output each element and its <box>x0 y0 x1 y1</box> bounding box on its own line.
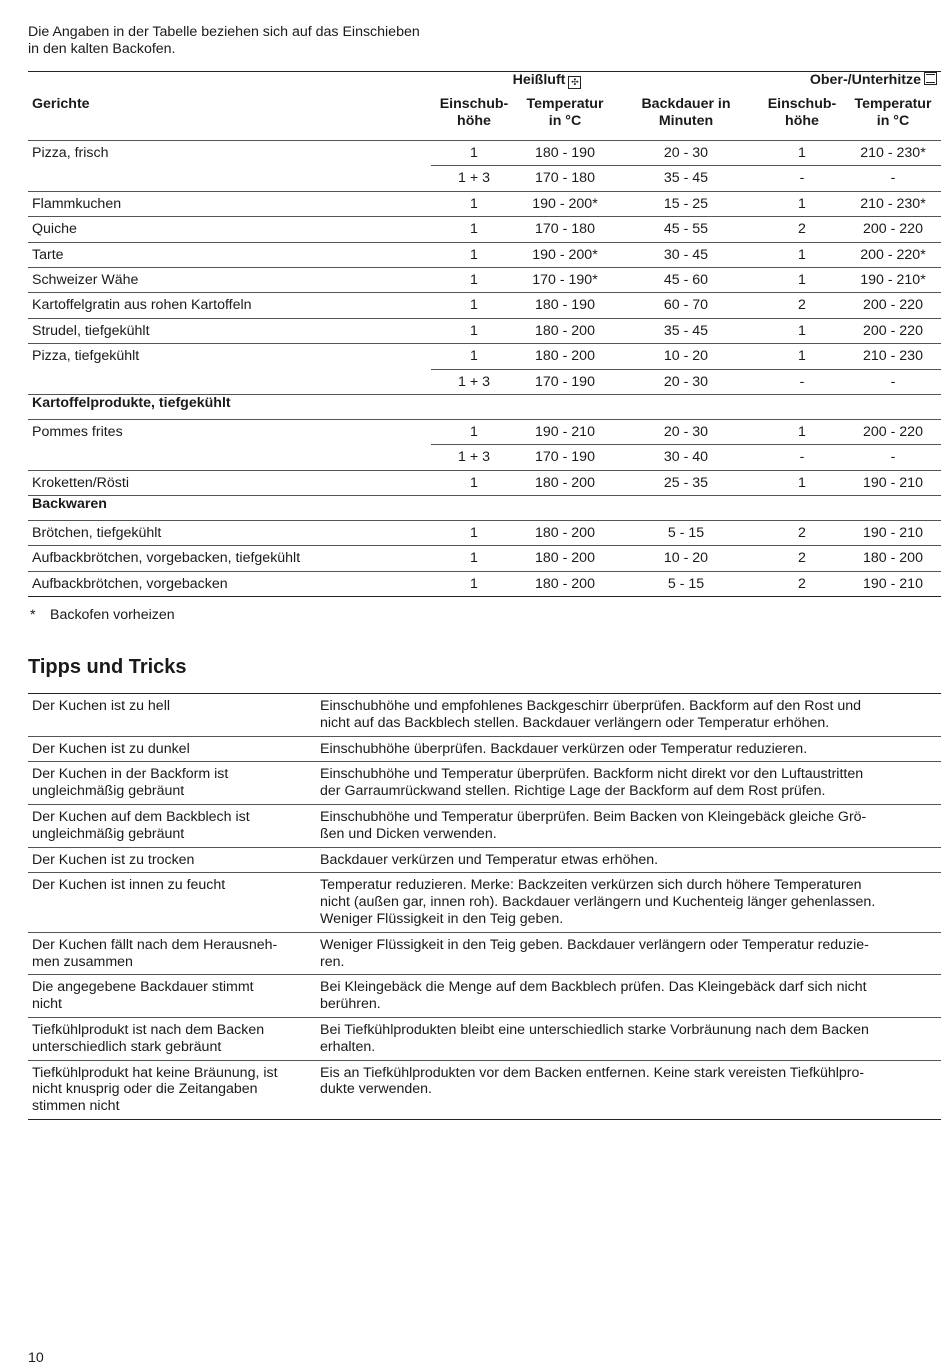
fan-icon: ✣ <box>568 76 581 89</box>
tip-problem: Der Kuchen ist innen zu feucht <box>28 873 316 932</box>
intro-line: Die Angaben in der Tabelle beziehen sich auf das Einschieben <box>28 24 420 40</box>
tip-problem: Der Kuchen in der Backform ist ungleichmäßig gebräunt <box>28 762 316 805</box>
col-header-temp-2: Temperatur in °C <box>854 96 932 129</box>
col-header-temp: Temperatur in °C <box>526 96 604 129</box>
table-row: Aufbackbrötchen, vorgebacken 1 180 - 200 5 - 15 2 190 - 210 <box>28 571 941 596</box>
col-header-time: Backdauer in Minuten <box>641 96 731 129</box>
section-header-potato: Kartoffelprodukte, tiefgekühlt <box>28 394 941 419</box>
tip-row <box>28 694 941 737</box>
footnote <box>30 607 175 624</box>
tip-solution: Bei Tiefkühlprodukten bleibt eine unterschiedlich starke Vorbräunung nach dem Backen erhalten. <box>316 1017 941 1060</box>
tip-solution: Backdauer verkürzen und Temperatur etwas erhöhen. <box>316 847 941 873</box>
tip-solution: Temperatur reduzieren. Merke: Backzeiten verkürzen sich durch höhere Temperaturen nicht (außen gar, innen roh). Backdauer verlängern und Kuchenteig länger gehenlassen. Weniger Flüssigkeit in den Teig geben. <box>316 873 941 932</box>
intro-text <box>28 24 508 58</box>
mode-heissluft <box>431 72 759 97</box>
tips-table <box>28 693 941 1120</box>
top-bottom-heat-icon <box>924 72 937 85</box>
tip-problem: Tiefkühlprodukt hat keine Bräunung, ist nicht knusprig oder die Zeitangaben stimmen nicht <box>28 1060 316 1119</box>
tip-problem: Der Kuchen ist zu hell <box>32 698 171 714</box>
baking-table <box>28 71 941 597</box>
intro-line: in den kalten Backofen. <box>28 41 176 57</box>
footnote-mark: * <box>30 607 36 623</box>
tip-problem: Tiefkühlprodukt ist nach dem Backen unterschiedlich stark gebräunt <box>28 1017 316 1060</box>
tip-solution: Bei Kleingebäck die Menge auf dem Backblech prüfen. Das Kleingebäck darf sich nicht berühren. <box>316 975 941 1018</box>
tip-problem: Der Kuchen ist zu dunkel <box>28 736 316 762</box>
table-row: Quiche 1 170 - 180 45 - 55 2 200 - 220 <box>28 217 941 242</box>
section-header-bakery: Backwaren <box>28 496 941 521</box>
table-row: Kartoffelgratin aus rohen Kartoffeln 1 180 - 190 60 - 70 2 200 - 220 <box>28 293 941 318</box>
page-number: 10 <box>28 1350 44 1366</box>
tip-row <box>28 1017 941 1060</box>
mode-header-row <box>28 72 941 97</box>
table-row: 1 + 3 170 - 190 30 - 40 - - <box>28 445 941 470</box>
tips-title: Tipps und Tricks <box>28 656 187 678</box>
tip-solution: Einschubhöhe und Temperatur überprüfen. Beim Backen von Kleingebäck gleiche Grö- ßen und Dicken verwenden. <box>316 804 941 847</box>
table-row: Brötchen, tiefgekühlt 1 180 - 200 5 - 15 2 190 - 210 <box>28 521 941 546</box>
tip-problem: Der Kuchen fällt nach dem Herausneh- men zusammen <box>28 932 316 975</box>
tip-solution: Einschubhöhe und empfohlenes Backgeschirr überprüfen. Backform auf den Rost und nicht auf das Backblech stellen. Backdauer verlängern oder Temperatur erhöhen. <box>320 698 862 731</box>
tip-row <box>28 736 941 762</box>
tip-row <box>28 804 941 847</box>
table-row: Pizza, frisch 1 180 - 190 20 - 30 1 210 - 230* <box>28 141 941 166</box>
tip-row <box>28 975 941 1018</box>
tip-solution: Eis an Tiefkühlprodukten vor dem Backen entfernen. Keine stark vereisten Tiefkühlpro- dukte verwenden. <box>316 1060 941 1119</box>
tip-problem: Der Kuchen auf dem Backblech ist ungleichmäßig gebräunt <box>28 804 316 847</box>
mode-oberunter-label: Ober-/Unterhitze <box>809 72 921 88</box>
tip-problem: Der Kuchen ist zu trocken <box>28 847 316 873</box>
table-row: 1 + 3 170 - 190 20 - 30 - - <box>28 369 941 394</box>
table-row: Pizza, tiefgekühlt 1 180 - 200 10 - 20 1 210 - 230 <box>28 344 941 369</box>
col-header-level: Einschub- höhe <box>439 96 509 129</box>
mode-heissluft-label: Heißluft <box>512 72 566 88</box>
tip-row <box>28 1060 941 1119</box>
col-header-dish: Gerichte <box>32 96 90 112</box>
column-header-row <box>28 96 941 141</box>
tip-row <box>28 847 941 873</box>
table-row: Flammkuchen 1 190 - 200* 15 - 25 1 210 - 230* <box>28 191 941 216</box>
tip-solution: Weniger Flüssigkeit in den Teig geben. Backdauer verlängern oder Temperatur reduzie- ren. <box>316 932 941 975</box>
table-row: 1 + 3 170 - 180 35 - 45 - - <box>28 166 941 191</box>
tip-solution: Einschubhöhe überprüfen. Backdauer verkürzen oder Temperatur reduzieren. <box>316 736 941 762</box>
tip-row <box>28 873 941 932</box>
tip-row <box>28 762 941 805</box>
table-row: Kroketten/Rösti 1 180 - 200 25 - 35 1 190 - 210 <box>28 470 941 495</box>
table-row: Schweizer Wähe 1 170 - 190* 45 - 60 1 190 - 210* <box>28 267 941 292</box>
col-header-level-2: Einschub- höhe <box>767 96 837 129</box>
tip-problem: Die angegebene Backdauer stimmt nicht <box>28 975 316 1018</box>
table-row: Aufbackbrötchen, vorgebacken, tiefgekühlt 1 180 - 200 10 - 20 2 180 - 200 <box>28 546 941 571</box>
table-row: Tarte 1 190 - 200* 30 - 45 1 200 - 220* <box>28 242 941 267</box>
tip-solution: Einschubhöhe und Temperatur überprüfen. Backform nicht direkt vor den Luftaustritten der Garraumrückwand stellen. Richtige Lage der Backform auf dem Rost prüfen. <box>316 762 941 805</box>
table-row: Strudel, tiefgekühlt 1 180 - 200 35 - 45 1 200 - 220 <box>28 318 941 343</box>
footnote-text: Backofen vorheizen <box>50 607 175 623</box>
mode-oberunter <box>759 72 941 97</box>
tip-row <box>28 932 941 975</box>
table-row: Pommes frites 1 190 - 210 20 - 30 1 200 - 220 <box>28 419 941 444</box>
